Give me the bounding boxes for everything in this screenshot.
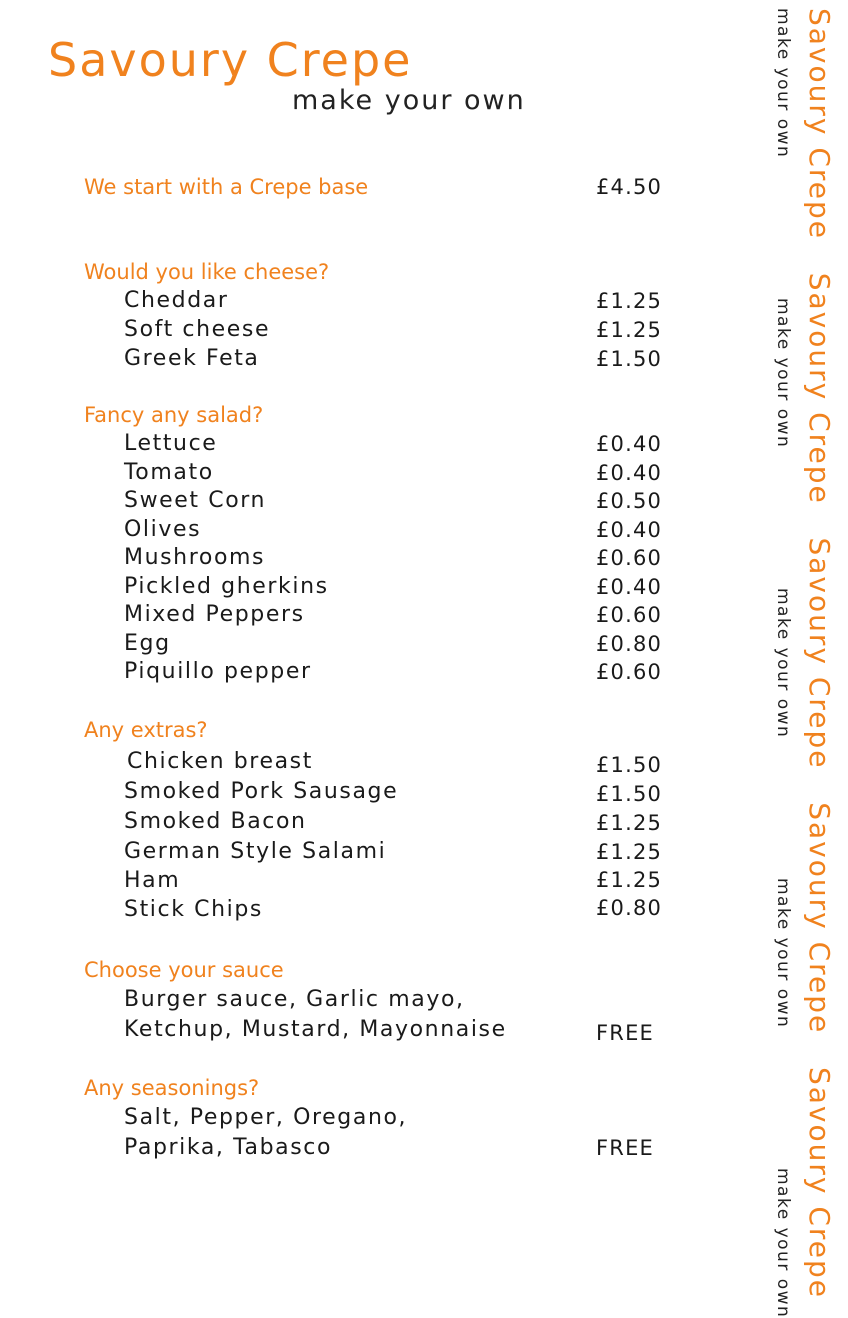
- side-banner-subtitle-row: [772, 8, 794, 1318]
- sauce-price: FREE: [596, 1021, 655, 1045]
- menu-item-name: Smoked Bacon: [124, 809, 307, 834]
- menu-item-name: German Style Salami: [124, 839, 387, 864]
- menu-item-price: £0.40: [596, 432, 663, 456]
- menu-item-price: £1.25: [596, 811, 663, 835]
- salad-heading: Fancy any salad?: [84, 403, 264, 427]
- side-banner-subtitle: make your own: [773, 8, 793, 159]
- side-banner-title: Savoury Crepe: [803, 1067, 836, 1300]
- menu-item-name: Cheddar: [124, 288, 229, 313]
- side-banner-title: Savoury Crepe: [803, 272, 836, 505]
- menu-item-name: Smoked Pork Sausage: [124, 779, 399, 804]
- seasonings-price: FREE: [596, 1136, 655, 1160]
- side-banner-subtitle: make your own: [773, 1168, 793, 1318]
- menu-item-name: Pickled gherkins: [124, 574, 329, 599]
- sauce-options-line: Burger sauce, Garlic mayo,: [124, 987, 465, 1012]
- menu-subtitle: make your own: [292, 85, 526, 116]
- menu-item-price: £0.40: [596, 461, 663, 485]
- side-banner: [755, 0, 848, 1318]
- menu-item-price: £1.50: [596, 347, 663, 371]
- menu-item-name: Stick Chips: [124, 897, 263, 922]
- side-banner-title: Savoury Crepe: [803, 802, 836, 1035]
- menu-item-price: £0.40: [596, 518, 663, 542]
- menu-item-price: £0.40: [596, 575, 663, 599]
- menu-item-price: £1.25: [596, 289, 663, 313]
- seasonings-options-line: Paprika, Tabasco: [124, 1135, 333, 1160]
- menu-item-name: Soft cheese: [124, 317, 271, 342]
- menu-item-price: £1.50: [596, 782, 663, 806]
- side-banner-text: [755, 0, 848, 1318]
- menu-item-price: £0.60: [596, 603, 663, 627]
- menu-item-price: £0.80: [596, 896, 663, 920]
- side-banner-title-row: [802, 8, 836, 1299]
- side-banner-subtitle: make your own: [773, 878, 793, 1029]
- menu-item-name: Mushrooms: [124, 545, 266, 570]
- menu-item-name: Piquillo pepper: [124, 659, 312, 684]
- menu-item-price: £0.60: [596, 546, 663, 570]
- seasonings-options-line: Salt, Pepper, Oregano,: [124, 1105, 408, 1130]
- cheese-heading: Would you like cheese?: [84, 260, 330, 284]
- sauce-options-line: Ketchup, Mustard, Mayonnaise: [124, 1017, 507, 1042]
- menu-item-price: £1.25: [596, 868, 663, 892]
- menu-item-price: £1.25: [596, 318, 663, 342]
- menu-item-name: Olives: [124, 517, 202, 542]
- menu-item-name: Lettuce: [124, 431, 218, 456]
- menu-item-price: £1.25: [596, 840, 663, 864]
- base-label: We start with a Crepe base: [84, 175, 369, 199]
- sauce-heading: Choose your sauce: [84, 958, 284, 982]
- menu-item-price: £0.80: [596, 632, 663, 656]
- menu-item-price: £0.60: [596, 660, 663, 684]
- extras-heading: Any extras?: [84, 718, 208, 742]
- side-banner-title: Savoury Crepe: [803, 8, 836, 241]
- seasonings-heading: Any seasonings?: [84, 1076, 260, 1100]
- side-banner-subtitle: make your own: [773, 298, 793, 449]
- menu-item-name: Tomato: [124, 460, 214, 485]
- menu-item-name: Ham: [124, 868, 181, 893]
- menu-item-name: Mixed Peppers: [124, 602, 305, 627]
- base-price: £4.50: [596, 175, 663, 199]
- menu-title: Savoury Crepe: [48, 33, 413, 87]
- menu-item-name: Chicken breast: [127, 749, 313, 774]
- menu-item-price: £0.50: [596, 489, 663, 513]
- menu-item-name: Egg: [124, 631, 171, 656]
- menu-item-price: £1.50: [596, 753, 663, 777]
- menu-item-name: Greek Feta: [124, 346, 260, 371]
- side-banner-title: Savoury Crepe: [803, 537, 836, 770]
- menu-item-name: Sweet Corn: [124, 488, 267, 513]
- side-banner-subtitle: make your own: [773, 588, 793, 739]
